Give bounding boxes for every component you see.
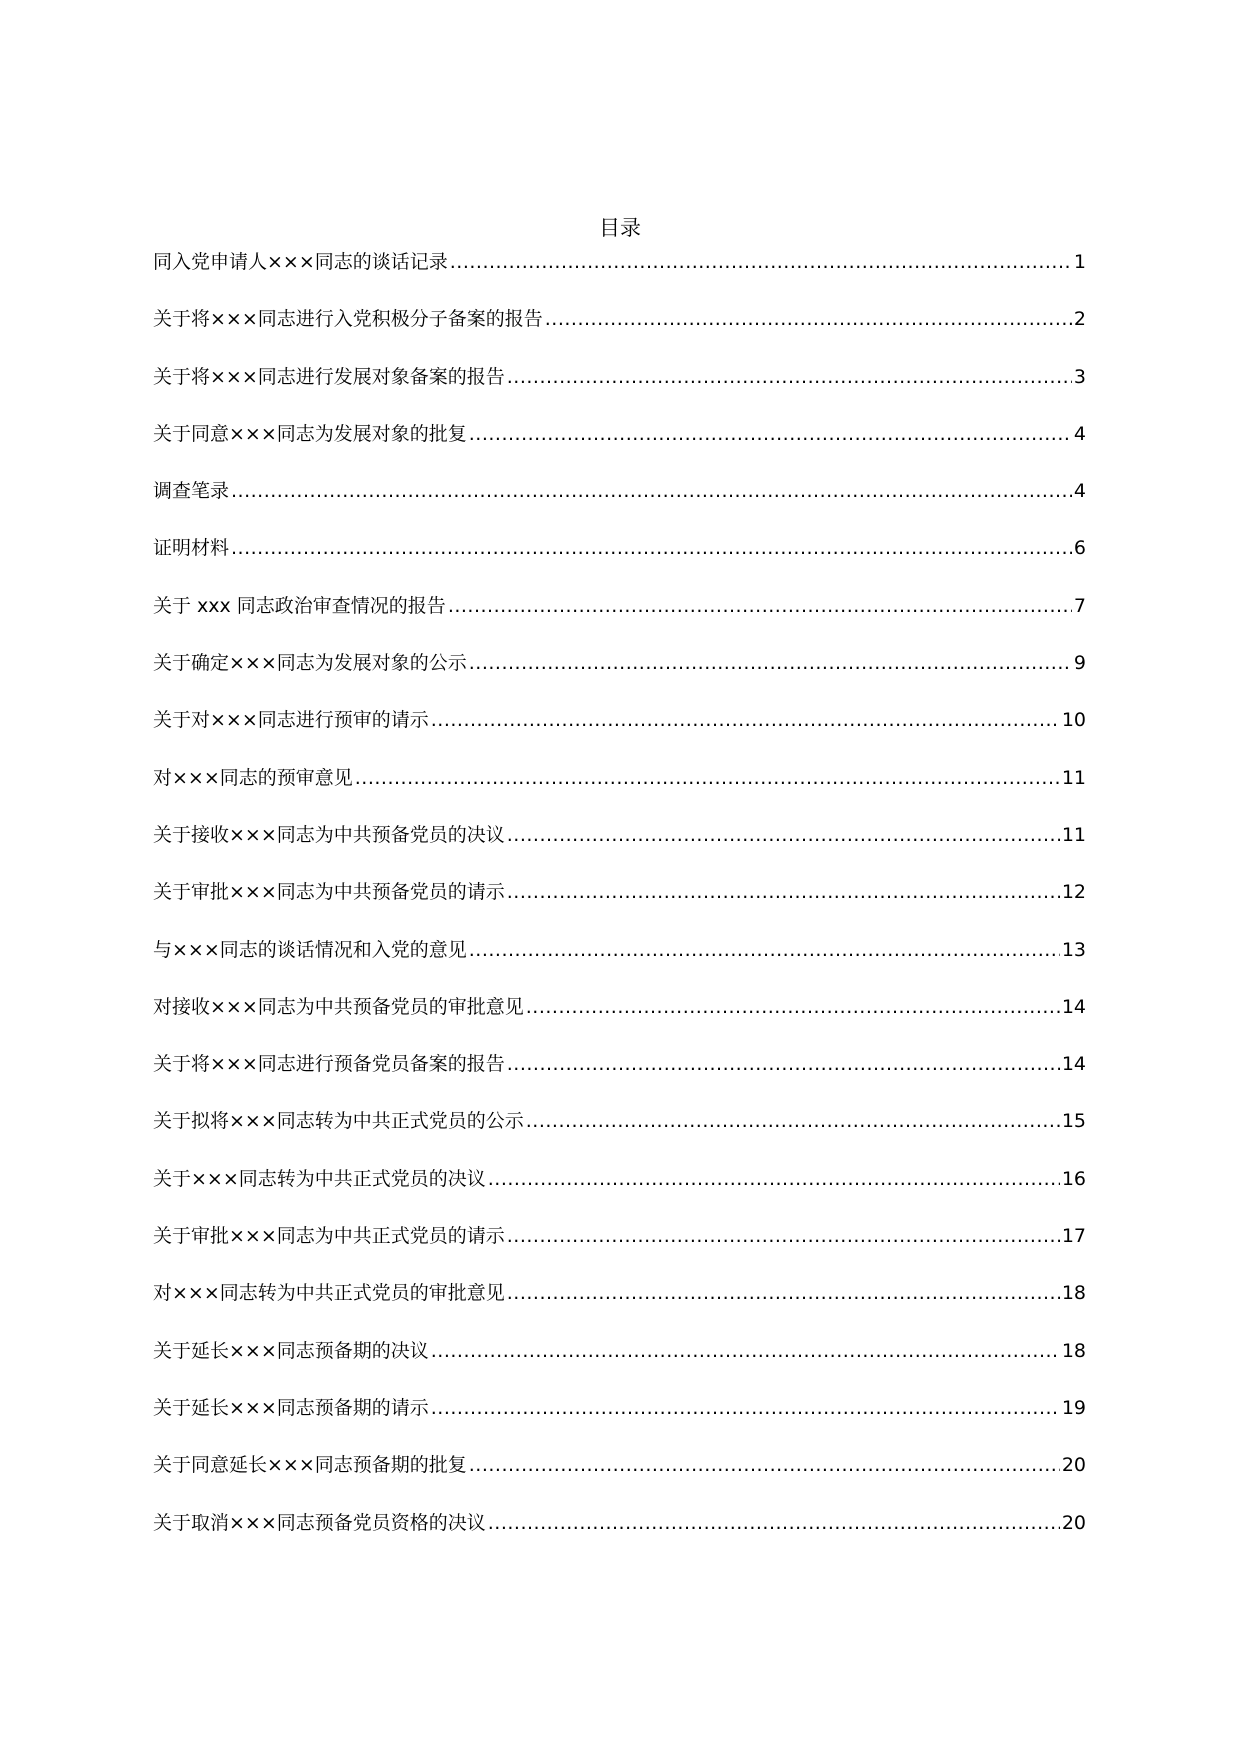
toc-entry-title: 关于将×××同志进行入党积极分子备案的报告 xyxy=(153,308,543,331)
toc-entry-page-number: 6 xyxy=(1073,537,1086,560)
toc-entry[interactable] xyxy=(153,1480,1086,1537)
toc-entry[interactable] xyxy=(153,793,1086,850)
toc-entry-title: 关于同意延长×××同志预备期的批复 xyxy=(153,1454,467,1477)
toc-entry[interactable] xyxy=(153,1366,1086,1423)
toc-entry[interactable] xyxy=(153,506,1086,563)
toc-dot-leader xyxy=(526,992,1060,1022)
toc-entry-page-number: 20 xyxy=(1061,1454,1086,1477)
toc-entry-title: 对×××同志的预审意见 xyxy=(153,766,353,789)
toc-entry-page-number: 4 xyxy=(1073,422,1086,445)
toc-entry-title: 关于取消×××同志预备党员资格的决议 xyxy=(153,1511,486,1534)
toc-entry-title: 关于延长×××同志预备期的请示 xyxy=(153,1396,429,1419)
toc-dot-leader xyxy=(507,1049,1060,1079)
toc-entry[interactable] xyxy=(153,735,1086,792)
toc-entry[interactable] xyxy=(153,850,1086,907)
toc-entry-page-number: 20 xyxy=(1061,1511,1086,1534)
toc-dot-leader xyxy=(545,304,1072,334)
toc-entry-page-number: 11 xyxy=(1061,766,1086,789)
toc-entry-page-number: 2 xyxy=(1073,308,1086,331)
toc-entry[interactable] xyxy=(153,1136,1086,1193)
toc-entry-title: 对×××同志转为中共正式党员的审批意见 xyxy=(153,1282,505,1305)
toc-dot-leader xyxy=(231,533,1072,563)
toc-entry-page-number: 18 xyxy=(1061,1282,1086,1305)
toc-entry-page-number: 3 xyxy=(1073,365,1086,388)
toc-dot-leader xyxy=(488,1508,1060,1538)
toc-entry[interactable] xyxy=(153,334,1086,391)
toc-entry-page-number: 10 xyxy=(1061,709,1086,732)
toc-dot-leader xyxy=(355,763,1060,793)
toc-entry[interactable] xyxy=(153,1022,1086,1079)
toc-entry[interactable] xyxy=(153,1308,1086,1365)
toc-dot-leader xyxy=(431,1393,1060,1423)
toc-dot-leader xyxy=(507,877,1060,907)
toc-dot-leader xyxy=(469,935,1060,965)
toc-dot-leader xyxy=(507,1221,1060,1251)
toc-dot-leader xyxy=(469,1450,1060,1480)
toc-dot-leader xyxy=(431,705,1060,735)
toc-entry-page-number: 14 xyxy=(1061,995,1086,1018)
toc-entry[interactable] xyxy=(153,563,1086,620)
toc-dot-leader xyxy=(469,419,1072,449)
toc-entry-title: 关于将×××同志进行发展对象备案的报告 xyxy=(153,365,505,388)
toc-entry[interactable] xyxy=(153,1079,1086,1136)
toc-entry[interactable] xyxy=(153,907,1086,964)
toc-entry[interactable] xyxy=(153,1251,1086,1308)
toc-dot-leader xyxy=(448,591,1072,621)
toc-dot-leader xyxy=(488,1164,1060,1194)
toc-entry[interactable] xyxy=(153,392,1086,449)
toc-dot-leader xyxy=(450,247,1072,277)
toc-entry-title: 关于同意×××同志为发展对象的批复 xyxy=(153,422,467,445)
toc-entry-page-number: 9 xyxy=(1073,652,1086,675)
toc-entry[interactable] xyxy=(153,277,1086,334)
toc-entry-page-number: 13 xyxy=(1061,938,1086,961)
toc-entry[interactable] xyxy=(153,449,1086,506)
toc-entry[interactable] xyxy=(153,1423,1086,1480)
toc-entry-title: 与×××同志的谈话情况和入党的意见 xyxy=(153,938,467,961)
toc-entry-page-number: 17 xyxy=(1061,1225,1086,1248)
toc-entry-title: 证明材料 xyxy=(153,537,230,560)
toc-entry-page-number: 4 xyxy=(1073,480,1086,503)
toc-entry-page-number: 19 xyxy=(1061,1396,1086,1419)
toc-dot-leader xyxy=(469,648,1072,678)
toc-entry-title: 调查笔录 xyxy=(153,480,230,503)
toc-dot-leader xyxy=(507,362,1072,392)
toc-entry-title: 关于×××同志转为中共正式党员的决议 xyxy=(153,1167,486,1190)
toc-dot-leader xyxy=(431,1336,1060,1366)
toc-entry[interactable] xyxy=(153,678,1086,735)
toc-entry-page-number: 1 xyxy=(1073,251,1086,273)
toc-entry-page-number: 7 xyxy=(1073,594,1086,617)
toc-entry-page-number: 16 xyxy=(1061,1167,1086,1190)
toc-entry-title: 关于延长×××同志预备期的决议 xyxy=(153,1339,429,1362)
toc-dot-leader xyxy=(231,476,1072,506)
toc-entry[interactable] xyxy=(153,247,1086,277)
toc-entry-title: 关于 xxx 同志政治审查情况的报告 xyxy=(153,594,446,617)
toc-entry-page-number: 18 xyxy=(1061,1339,1086,1362)
toc-entry[interactable] xyxy=(153,621,1086,678)
toc-dot-leader xyxy=(507,1278,1060,1308)
toc-entry-title: 关于审批×××同志为中共正式党员的请示 xyxy=(153,1225,505,1248)
toc-entry-title: 关于拟将×××同志转为中共正式党员的公示 xyxy=(153,1110,524,1133)
toc-entry-title: 对接收×××同志为中共预备党员的审批意见 xyxy=(153,995,524,1018)
toc-entry-page-number: 12 xyxy=(1061,881,1086,904)
toc-entry-title: 关于审批×××同志为中共预备党员的请示 xyxy=(153,881,505,904)
toc-entry-title: 关于将×××同志进行预备党员备案的报告 xyxy=(153,1053,505,1076)
toc-dot-leader xyxy=(507,820,1060,850)
toc-list xyxy=(153,247,1086,1538)
toc-entry-title: 关于对×××同志进行预审的请示 xyxy=(153,709,429,732)
toc-entry-title: 关于确定×××同志为发展对象的公示 xyxy=(153,652,467,675)
toc-entry-page-number: 14 xyxy=(1061,1053,1086,1076)
toc-entry-title: 同入党申请人×××同志的谈话记录 xyxy=(153,251,448,273)
toc-entry-page-number: 15 xyxy=(1061,1110,1086,1133)
toc-dot-leader xyxy=(526,1106,1060,1136)
toc-title: 目录 xyxy=(599,216,641,240)
toc-entry[interactable] xyxy=(153,1194,1086,1251)
toc-entry-title: 关于接收×××同志为中共预备党员的决议 xyxy=(153,823,505,846)
toc-entry[interactable] xyxy=(153,965,1086,1022)
toc-entry-page-number: 11 xyxy=(1061,823,1086,846)
